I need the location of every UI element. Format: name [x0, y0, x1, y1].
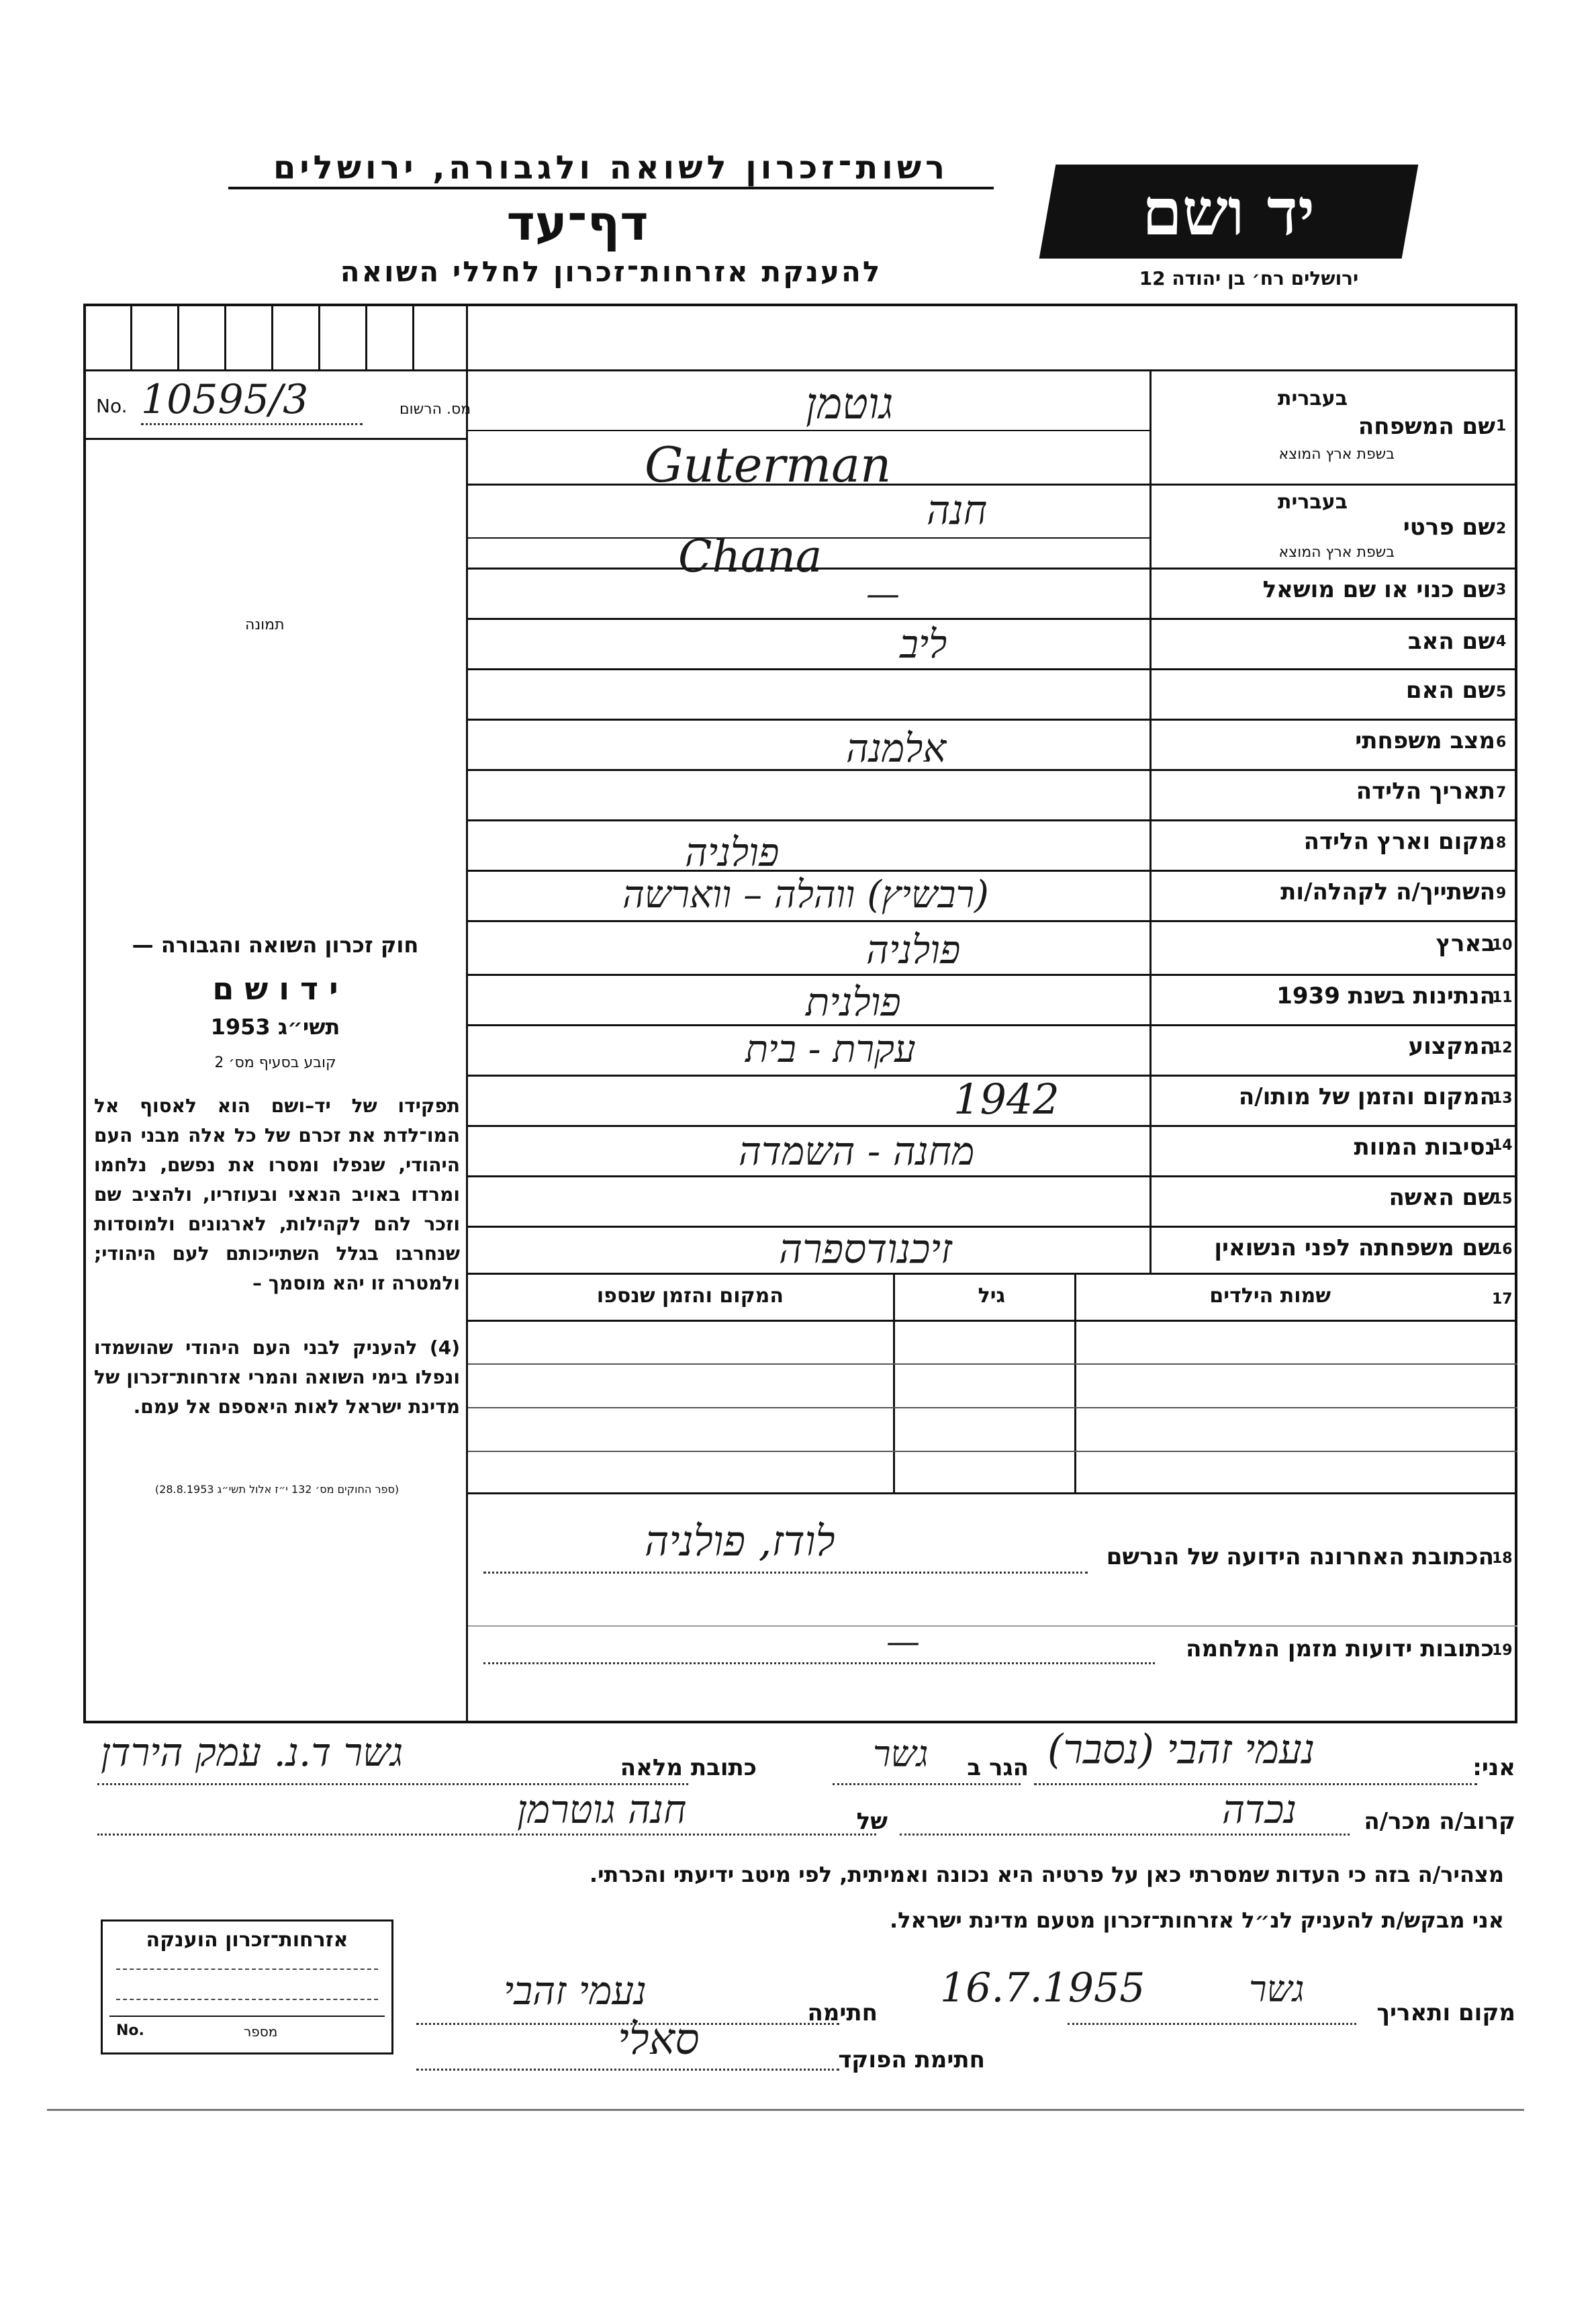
field-4-number: 4 [1496, 633, 1507, 650]
field-2-heb-label: בעברית [1278, 490, 1348, 514]
place-date-label: מקום ותאריך [1376, 1999, 1515, 2026]
date-value: 16.7.1955 [940, 1964, 1145, 2012]
field-15-label: שם האשה [1389, 1184, 1495, 1211]
country-value: פולניה [866, 927, 961, 973]
field-5-label: שם האם [1405, 677, 1495, 704]
yad-vashem-logo [1039, 165, 1419, 259]
officer-signature-value: סאלי [618, 2015, 700, 2065]
field-6-label: מצב משפחתי [1355, 727, 1495, 754]
law-section: קובע בסעיף מס׳ 2 [214, 1054, 336, 1071]
field-1-heb-label: בעברית [1278, 387, 1348, 410]
field-10-label: בארץ [1436, 930, 1495, 957]
grant-box-title: אזרחות־זכרון הוענקה [146, 1928, 348, 1952]
children-header-place-time: המקום והזמן שנספו [596, 1284, 784, 1308]
registration-label: מס. הרשום [400, 401, 471, 418]
relative-label: קרוב/ה מכר/ה [1364, 1808, 1515, 1835]
field-8-label: מקום וארץ הלידה [1303, 828, 1495, 855]
of-name-value: חנה גוטרמן [517, 1787, 687, 1832]
children-header-age: גיל [978, 1284, 1005, 1308]
of-label: של [856, 1808, 888, 1835]
field-16-number: 16 [1492, 1241, 1513, 1258]
logo-text: יד ושם [1142, 173, 1315, 250]
last-address-value: לודז, פולניה [645, 1517, 835, 1566]
field-18-number: 18 [1492, 1550, 1513, 1567]
field-19-label: כתובות ידועות מזמן המלחמה [1186, 1635, 1494, 1662]
authority-title: רשות־זכרון לשואה ולגבורה, ירושלים [228, 149, 994, 189]
grant-box-no-label: No. [116, 2022, 144, 2039]
field-7-label: תאריך הלידה [1356, 778, 1495, 805]
field-11-number: 11 [1492, 989, 1513, 1006]
field-2-orig-label: בשפת ארץ המוצא [1278, 544, 1395, 561]
law-name: י ד ו ש ם [212, 970, 338, 1007]
resides-in-label: הגר ב [967, 1754, 1029, 1781]
field-1-number: 1 [1496, 418, 1507, 435]
statement-text: מצהיר/ה בזה כי העדות שמסרתי כאן על פרטיה היא נכונה ואמיתית, לפי מיטב ידיעתי והכרתי. [589, 1862, 1504, 1887]
alias-value: — [866, 574, 900, 613]
column-divider [466, 304, 468, 1723]
field-16-label: שם משפחתה לפני הנשואין [1214, 1234, 1495, 1261]
death-circumstances-value: מחנה - השמדה [739, 1128, 975, 1174]
citizenship-value: פולנית [806, 979, 901, 1025]
field-8-number: 8 [1496, 835, 1507, 852]
first-name-latin: Chana [678, 531, 823, 582]
law-year: תשי״ג 1953 [210, 1014, 340, 1040]
field-13-label: המקום והזמן של מותו/ה [1238, 1083, 1495, 1110]
form-title: דף־עד [506, 195, 649, 251]
request-text: אני מבקש/ת להעניק לנ״ל אזרחות־זכרון מטעם מדינת ישראל. [890, 1907, 1504, 1933]
registration-number: 10595/3 [141, 376, 363, 425]
field-13-number: 13 [1492, 1090, 1513, 1107]
relation-value: נכדה [1222, 1787, 1297, 1832]
field-2-number: 2 [1496, 521, 1507, 537]
marital-status-value: אלמנה [846, 725, 947, 771]
full-address-label: כתובת מלאה [620, 1754, 757, 1781]
form-frame [83, 304, 1517, 1723]
field-1-orig-label: בשפת ארץ המוצא [1278, 446, 1395, 463]
death-place-time-value: 1942 [953, 1075, 1060, 1124]
grant-box [101, 1919, 393, 2054]
field-3-label: שם כנוי או שם מושאל [1262, 576, 1495, 603]
field-2-label: שם פרטי [1403, 514, 1495, 541]
field-18-label: הכתובת האחרונה הידועה של הנרשם [1106, 1543, 1494, 1570]
full-address-value: גשר ד.נ. עמק הירדן [101, 1729, 404, 1775]
field-5-number: 5 [1496, 684, 1507, 700]
declarant-name: נעמי זהבי (נסבר) [1047, 1726, 1315, 1773]
family-name-hebrew: גוטמן [806, 379, 894, 429]
resides-city: גשר [873, 1733, 929, 1775]
field-14-number: 14 [1492, 1137, 1513, 1154]
field-7-number: 7 [1496, 784, 1507, 801]
field-6-number: 6 [1496, 734, 1507, 751]
children-header-names: שמות הילדים [1209, 1284, 1331, 1308]
family-name-latin: Guterman [645, 437, 892, 493]
field-9-label: השתייך/ה לקהלה/ות [1280, 878, 1495, 905]
war-addresses-value: — [886, 1622, 920, 1661]
community-value: (רבשיץ) ווהלה – ווארשה [622, 873, 989, 917]
field-11-label: הנתינות בשנת 1939 [1276, 983, 1495, 1009]
first-name-hebrew: חנה [927, 487, 988, 534]
field-12-label: המקצוע [1408, 1033, 1495, 1060]
field-14-label: נסיבות המוות [1354, 1134, 1495, 1161]
law-title: חוק זכרון השואה והגבורה — [132, 932, 419, 958]
grant-box-number-label: מספר [244, 2024, 278, 2040]
field-19-number: 19 [1492, 1642, 1513, 1659]
field-4-label: שם האב [1407, 628, 1495, 655]
father-name-value: ליב [900, 621, 947, 667]
photo-label: תמונה [245, 617, 285, 633]
field-10-number: 10 [1492, 937, 1513, 954]
officer-signature-label: חתימת הפוקד [838, 2046, 985, 2073]
address-line: ירושלים רח׳ בן יהודה 12 [1139, 267, 1359, 289]
law-text-1: תפקידו של יד–ושם הוא לאסוף אל המו־לדת את זכרם של כל אלה מבני העם היהודי, שנפלו ומסרו את נפשם, נלחמו ומרדו באויב הנאצי ובעוזריו, ולהציב שם וזכר להם לקהילות, לארגונים ולמוסדות שנחרבו בגלל השתייכותם לעם היהודי; ולמטרה זו יהא מוסמך – [94, 1095, 460, 1294]
maiden-name-value: זיכנודספרה [779, 1226, 952, 1273]
field-17-number: 17 [1492, 1291, 1513, 1308]
field-1-label: שם המשפחה [1358, 413, 1495, 440]
law-text-2: (4) להעניק לבני העם היהודי שהושמדו ונפלו בימי השואה והמרי אזרחות־זכרון של מדינת ישראל לאות היאספם אל עמם. [94, 1337, 460, 1418]
signature-value: נעמי זהבי [504, 1968, 647, 2014]
field-15-number: 15 [1492, 1191, 1513, 1208]
form-subtitle: להענקת אזרחות־זכרון לחללי השואה [340, 255, 882, 288]
registration-no-label: No. [96, 395, 128, 417]
field-12-number: 12 [1492, 1040, 1513, 1056]
profession-value: עקרת - בית [745, 1028, 916, 1071]
field-9-number: 9 [1496, 885, 1507, 902]
ani-label: אני: [1472, 1754, 1515, 1781]
signature-label: חתימה [807, 1999, 878, 2026]
law-citation: (ספר החוקים מס׳ 132 י״ז אלול תשי״ג 28.8.1953) [154, 1483, 400, 1496]
place-value: גשר [1249, 1968, 1305, 2010]
field-3-number: 3 [1496, 582, 1507, 598]
birth-place-value: פולניה [685, 829, 780, 875]
